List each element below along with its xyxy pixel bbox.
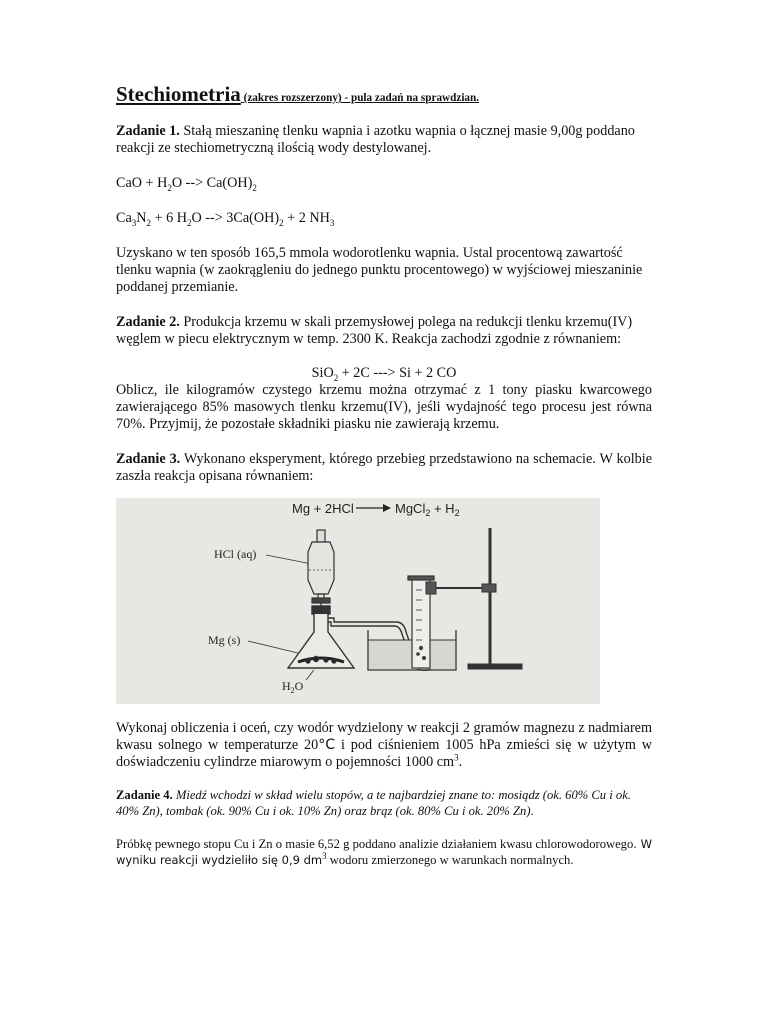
figure-reaction-right — [395, 501, 460, 518]
eq-sub: 2 — [187, 217, 192, 228]
eq-part: N — [136, 210, 147, 226]
task2-question: Oblicz, ile kilogramów czystego krzemu można otrzymać z 1 tony piasku kwarcowego zawierającego 85% masowych tlenku krzemu(IV), jeśli wydajność tego procesu jest równa 70%. Przyjmij, że pozostałe składniki piasku nie zawierają krzemu. — [116, 382, 652, 432]
task1-equation-2 — [116, 210, 652, 227]
label-hcl: HCl (aq) — [214, 547, 257, 561]
label-hcl-pointer — [266, 555, 312, 564]
task4-intro-text: Miedź wchodzi w skład wielu stopów, a te najbardziej znane to: mosiądz (ok. 60% Cu i ok. 40% Zn), tombak (ok. 90% Cu i ok. 10% Zn) oraz brąz (ok. 80% Cu i ok. 20% Zn) — [116, 788, 631, 818]
eq-sub: 3 — [131, 217, 137, 228]
label-mg-pointer — [248, 641, 302, 654]
eq-part: Ca — [116, 210, 132, 226]
eq-part: + 2 NH — [283, 210, 330, 226]
apparatus-diagram — [116, 498, 600, 704]
label-mg: Mg (s) — [208, 633, 241, 647]
label-h2o-pointer — [306, 670, 314, 680]
eq-part: O --> Ca(OH) — [171, 175, 253, 191]
task4-intro — [116, 788, 652, 819]
page-title: Stechiometria — [116, 82, 241, 106]
page-subtitle: (zakres rozszerzony) - pula zadań na sprawdzian. — [240, 92, 480, 104]
task4-question-part: Próbkę pewnego stopu Cu i Zn o masie 6,52 g poddano analizie działaniem kwasu chlorowodorowego — [116, 837, 634, 851]
task3-question — [116, 720, 652, 771]
eq-sub: 2 — [167, 182, 172, 193]
task4-intro-end: . — [530, 803, 534, 818]
task3-question-part: . — [458, 754, 463, 770]
eq-sub: 2 — [252, 182, 257, 193]
apparatus-figure — [116, 498, 600, 704]
degree-symbol: °C — [318, 737, 336, 753]
figure-reaction-left: Mg + 2HCl — [292, 501, 354, 516]
task3-question-part: i pod ciśnieniem 1005 hPa zmieści się w użytym w doświadczeniu cylindrze miarowym o pojemności 1000 cm — [116, 737, 652, 770]
task3-label: Zadanie 3. — [116, 451, 181, 467]
reaction-sub: 2 — [454, 508, 460, 518]
task4-label: Zadanie 4. — [116, 788, 173, 802]
eq-part: CaO + H — [116, 175, 168, 191]
flask-icon — [288, 606, 354, 668]
reaction-sub: 2 — [425, 508, 431, 518]
eq-sub: 2 — [333, 372, 339, 383]
task3-intro — [116, 451, 652, 485]
label-h2o-sub: 2 — [290, 686, 295, 695]
task3-intro-text: Wykonano eksperyment, którego przebieg przedstawiono na schemacie. W kolbie zaszła reakcja opisana równaniem: — [116, 451, 652, 484]
superscript: 3 — [454, 752, 459, 763]
eq-part: SiO — [311, 365, 334, 381]
task2-label: Zadanie 2. — [116, 314, 180, 330]
task3-question-part: Wykonaj obliczenia i oceń, czy wodór wydzielony w reakcji 2 gramów magnezu z nadmiarem kwasu solnego w temperaturze 20 — [116, 720, 652, 753]
eq-part: O --> 3Ca(OH) — [191, 210, 280, 226]
task4-question-part: . — [570, 852, 574, 867]
eq-sub: 3 — [329, 217, 335, 228]
task2-intro — [116, 314, 652, 348]
task4-question-part: . W wyniku reakcji wydzieliło się 0,9 dm — [116, 837, 652, 867]
task1-question: Uzyskano w ten sposób 165,5 mmola wodorotlenku wapnia. Ustal procentową zawartość tlenku wapnia (w zaokrągleniu do jednego punktu procentowego) w wyjściowej mieszaninie poddanej przemianie. — [116, 245, 643, 295]
eq-sub: 2 — [146, 217, 152, 228]
label-h2o-part: O — [294, 679, 304, 693]
reaction-product: MgCl — [395, 501, 426, 516]
task1-equation-1 — [116, 175, 652, 192]
label-h2o — [282, 679, 304, 695]
dropping-funnel-icon — [308, 530, 334, 616]
task2-equation — [116, 365, 652, 382]
task2-intro-text: Produkcja krzemu w skali przemysłowej polega na redukcji tlenku krzemu(IV) węglem w piecu elektrycznym w temp. 2300 K. Reakcja zachodzi zgodnie z równaniem: — [116, 314, 633, 347]
task4-question-part: wodoru zmierzonego w warunkach normalnych — [326, 852, 571, 867]
task1-intro — [116, 123, 652, 157]
reaction-arrow-icon — [356, 504, 391, 512]
eq-part: + 2C ---> Si + 2 CO — [338, 365, 457, 381]
task4-question — [116, 837, 652, 868]
title-line — [116, 82, 652, 107]
label-h2o-part: H — [282, 679, 291, 693]
reaction-product: + H — [430, 501, 455, 516]
eq-sub: 2 — [279, 217, 284, 228]
task1-label: Zadanie 1. — [116, 123, 180, 139]
task1-intro-text: Stałą mieszaninę tlenku wapnia i azotku wapnia o łącznej masie 9,00g poddano reakcji ze stechiometryczną ilością wody destylowanej. — [116, 123, 635, 156]
document-content — [116, 82, 652, 868]
superscript: 3 — [322, 850, 327, 861]
eq-part: + 6 H — [151, 210, 187, 226]
